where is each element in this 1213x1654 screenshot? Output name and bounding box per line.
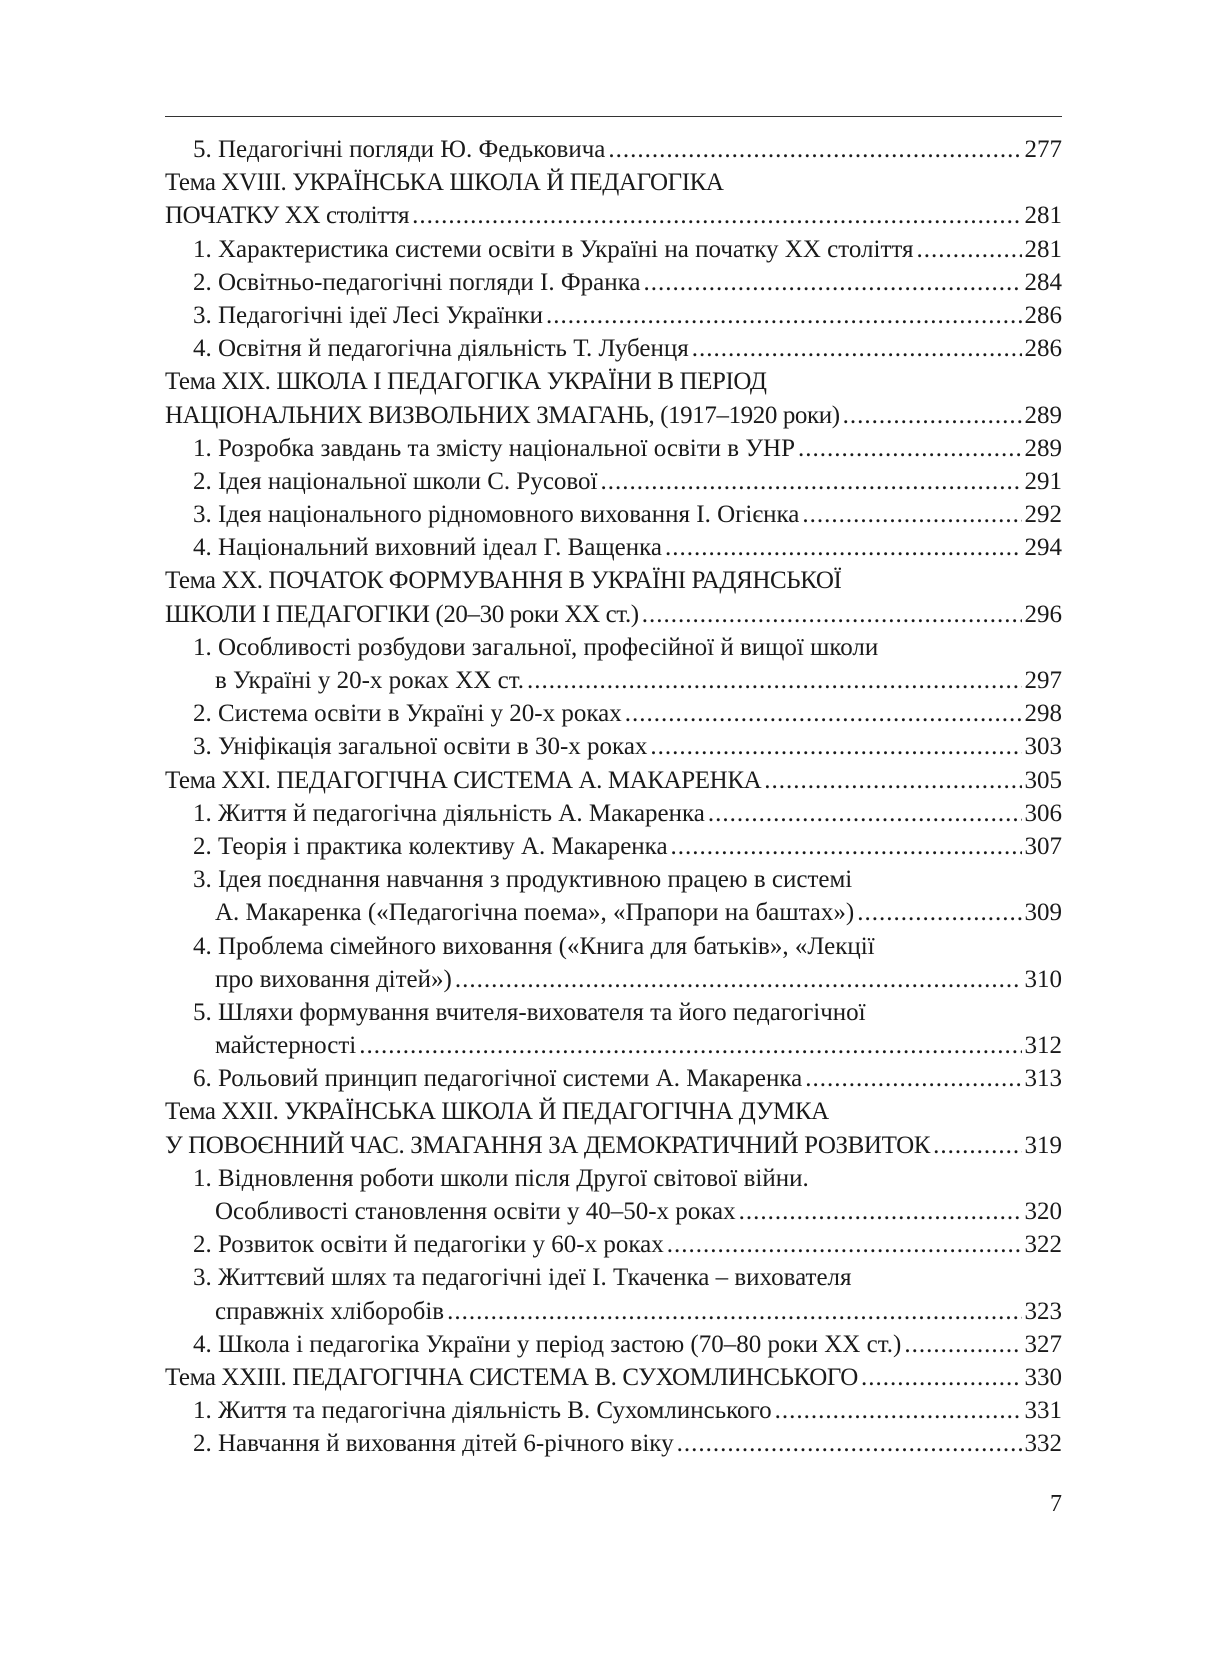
toc-page-number: 313 [1024,1065,1062,1093]
toc-entry-line [165,1261,1062,1294]
table-of-contents [165,133,1062,1461]
dot-leader [447,1295,1021,1328]
toc-chapter-line [165,365,1062,398]
toc-entry-text: 2. Розвиток освіти й педагогіки у 60-х роках [193,1231,664,1259]
toc-page-number: 297 [1024,667,1062,694]
toc-entry-text: У ПОВОЄННИЙ ЧАС. ЗМАГАННЯ ЗА ДЕМОКРАТИЧНИЙ РОЗВИТОК [165,1131,931,1159]
toc-entry-line [165,963,1062,996]
dot-leader [802,498,1021,531]
dot-leader [546,299,1022,332]
toc-entry-text: ПОЧАТКУ XX століття [165,202,410,230]
toc-entry-text: 1. Розробка завдань та змісту національної освіти в УНР [193,434,795,462]
toc-entry-line [165,830,1062,863]
toc-page-number: 298 [1024,700,1062,728]
toc-chapter-line [165,598,1062,631]
toc-page-number: 327 [1024,1330,1062,1358]
toc-page-number: 309 [1024,899,1062,927]
toc-chapter-line [165,1129,1062,1162]
toc-page-number: 320 [1024,1198,1062,1225]
toc-entry-text: 2. Система освіти в Україні у 20-х роках [193,700,622,728]
toc-entry-text: Тема XX. ПОЧАТОК ФОРМУВАННЯ В УКРАЇНІ РАДЯНСЬКОЇ [165,567,842,595]
dot-leader [798,432,1022,465]
toc-entry-line [165,1427,1062,1460]
toc-entry-text: 4. Проблема сімейного виховання («Книга для батьків», «Лекції [193,932,875,960]
toc-page-number: 306 [1024,799,1062,827]
toc-page-number: 291 [1024,467,1062,495]
toc-page-number: 281 [1024,235,1062,263]
toc-entry-line [165,465,1062,498]
toc-entry-line [165,1228,1062,1261]
toc-page-number: 323 [1024,1297,1062,1325]
toc-entry-text: 3. Уніфікація загальної освіти в 30-х роках [193,733,648,761]
toc-entry-text: 1. Характеристика системи освіти в Україні на початку XX століття [193,235,914,263]
toc-page-number: 289 [1024,401,1062,429]
toc-entry-line [165,730,1062,763]
dot-leader [643,266,1021,299]
toc-entry-text: 6. Рольовий принцип педагогічної системи А. Макаренка [193,1065,803,1093]
dot-leader [527,664,1021,697]
toc-page-number: 303 [1024,733,1062,761]
toc-entry-line [165,133,1062,166]
toc-page-number: 330 [1024,1363,1062,1391]
toc-page-number: 305 [1024,766,1062,794]
toc-entry-line [165,1162,1062,1195]
toc-entry-text: Тема XXIII. ПЕДАГОГІЧНА СИСТЕМА В. СУХОМЛИНСЬКОГО [165,1363,858,1391]
toc-chapter-line [165,1361,1062,1394]
dot-leader [857,896,1021,929]
toc-entry-text: 1. Життя та педагогічна діяльність В. Сухомлинського [193,1397,772,1425]
header-rule [165,116,1062,117]
toc-entry-line [165,1394,1062,1427]
dot-leader [904,1328,1021,1361]
toc-entry-text: Особливості становлення освіти у 40–50-х роках [215,1198,736,1225]
page-number: 7 [1050,1491,1062,1517]
dot-leader [642,598,1022,631]
toc-page-number: 332 [1024,1430,1062,1458]
toc-entry-line [165,863,1062,896]
toc-entry-text: 3. Ідея національного рідномовного виховання І. Огієнка [193,501,800,529]
toc-page-number: 307 [1024,832,1062,860]
dot-leader [625,697,1022,730]
toc-page-number: 286 [1024,335,1062,363]
toc-entry-text: 5. Шляхи формування вчителя-вихователя та його педагогічної [193,998,866,1026]
dot-leader [764,764,1021,797]
toc-chapter-line [165,399,1062,432]
toc-entry-line [165,432,1062,465]
toc-page-number: 322 [1024,1231,1062,1259]
toc-page-number: 277 [1024,136,1062,163]
toc-page-number: 310 [1024,965,1062,993]
dot-leader [359,1029,1021,1062]
toc-entry-line [165,531,1062,564]
toc-entry-line [165,1062,1062,1095]
toc-entry-text: в Україні у 20-х роках XX ст. [215,667,525,694]
toc-entry-line [165,233,1062,266]
dot-leader [708,797,1022,830]
dot-leader [650,730,1021,763]
toc-entry-text: 2. Освітньо-педагогічні погляди І. Франка [193,268,641,296]
toc-entry-line [165,930,1062,963]
toc-entry-text: 3. Педагогічні ідеї Лесі Українки [193,301,543,329]
dot-leader [412,199,1021,232]
toc-chapter-line [165,564,1062,597]
dot-leader [692,332,1022,365]
dot-leader [665,531,1022,564]
dot-leader [775,1394,1022,1427]
toc-chapter-line [165,764,1062,797]
toc-entry-text: справжніх хліборобів [215,1297,445,1325]
toc-entry-text: 2. Навчання й виховання дітей 6-річного віку [193,1430,674,1458]
toc-entry-line [165,1195,1062,1228]
toc-entry-line [165,266,1062,299]
toc-chapter-line [165,199,1062,232]
toc-entry-line [165,1029,1062,1062]
toc-entry-text: 3. Ідея поєднання навчання з продуктивною працею в системі [193,866,853,894]
toc-entry-text: Тема XXI. ПЕДАГОГІЧНА СИСТЕМА А. МАКАРЕНКА [165,766,762,794]
toc-entry-text: Тема XVIII. УКРАЇНСЬКА ШКОЛА Й ПЕДАГОГІКА [165,169,724,197]
toc-page-number: 284 [1024,268,1062,296]
toc-entry-line [165,498,1062,531]
dot-leader [455,963,1022,996]
dot-leader [608,133,1021,166]
toc-entry-line [165,332,1062,365]
toc-entry-text: 2. Ідея національної школи С. Русової [193,467,598,495]
toc-page-number: 281 [1024,202,1062,230]
dot-leader [933,1129,1021,1162]
toc-entry-text: майстерності [215,1032,357,1060]
dot-leader [861,1361,1022,1394]
toc-entry-line [165,896,1062,929]
toc-page-number: 296 [1024,600,1062,628]
toc-chapter-line [165,166,1062,199]
dot-leader [739,1195,1022,1228]
toc-page-number: 319 [1024,1131,1062,1159]
toc-entry-text: 4. Національний виховний ідеал Г. Ващенка [193,534,662,562]
toc-entry-text: 2. Теорія і практика колективу А. Макаренка [193,832,668,860]
toc-entry-text: 3. Життєвий шлях та педагогічні ідеї І. Ткаченка – вихователя [193,1264,852,1292]
dot-leader [671,830,1022,863]
dot-leader [667,1228,1022,1261]
toc-entry-text: А. Макаренка («Педагогічна поема», «Прапори на баштах») [215,899,855,927]
toc-entry-line [165,1328,1062,1361]
toc-entry-text: ШКОЛИ І ПЕДАГОГІКИ (20–30 роки XX ст.) [165,600,639,628]
toc-entry-line [165,664,1062,697]
dot-leader [677,1427,1022,1460]
toc-entry-text: 1. Відновлення роботи школи після Другої світової війни. [193,1164,809,1192]
toc-entry-line [165,996,1062,1029]
toc-entry-line [165,1295,1062,1328]
toc-entry-text: 1. Особливості розбудови загальної, професійної й вищої школи [193,633,879,661]
toc-entry-text: 4. Освітня й педагогічна діяльність Т. Лубенця [193,335,689,363]
toc-entry-text: 1. Життя й педагогічна діяльність А. Макаренка [193,799,705,827]
dot-leader [843,399,1022,432]
toc-entry-text: 5. Педагогічні погляди Ю. Федьковича [193,136,606,163]
dot-leader [805,1062,1021,1095]
toc-page-number: 286 [1024,301,1062,329]
toc-entry-text: Тема XXII. УКРАЇНСЬКА ШКОЛА Й ПЕДАГОГІЧНА ДУМКА [165,1098,829,1126]
toc-page-number: 292 [1024,501,1062,529]
toc-entry-line [165,697,1062,730]
toc-page-number: 294 [1024,534,1062,562]
dot-leader [916,233,1021,266]
toc-entry-text: Тема XIX. ШКОЛА І ПЕДАГОГІКА УКРАЇНИ В ПЕРІОД [165,368,767,396]
toc-page-number: 312 [1024,1032,1062,1060]
toc-entry-line [165,797,1062,830]
toc-page-number: 289 [1024,434,1062,462]
toc-page-number: 331 [1024,1397,1062,1425]
toc-entry-line [165,631,1062,664]
toc-entry-line [165,299,1062,332]
toc-entry-text: НАЦІОНАЛЬНИХ ВИЗВОЛЬНИХ ЗМАГАНЬ, (1917–1920 роки) [165,401,840,429]
dot-leader [601,465,1022,498]
toc-entry-text: про виховання дітей») [215,965,452,993]
toc-entry-text: 4. Школа і педагогіка України у період застою (70–80 роки XX ст.) [193,1330,902,1358]
toc-chapter-line [165,1095,1062,1128]
